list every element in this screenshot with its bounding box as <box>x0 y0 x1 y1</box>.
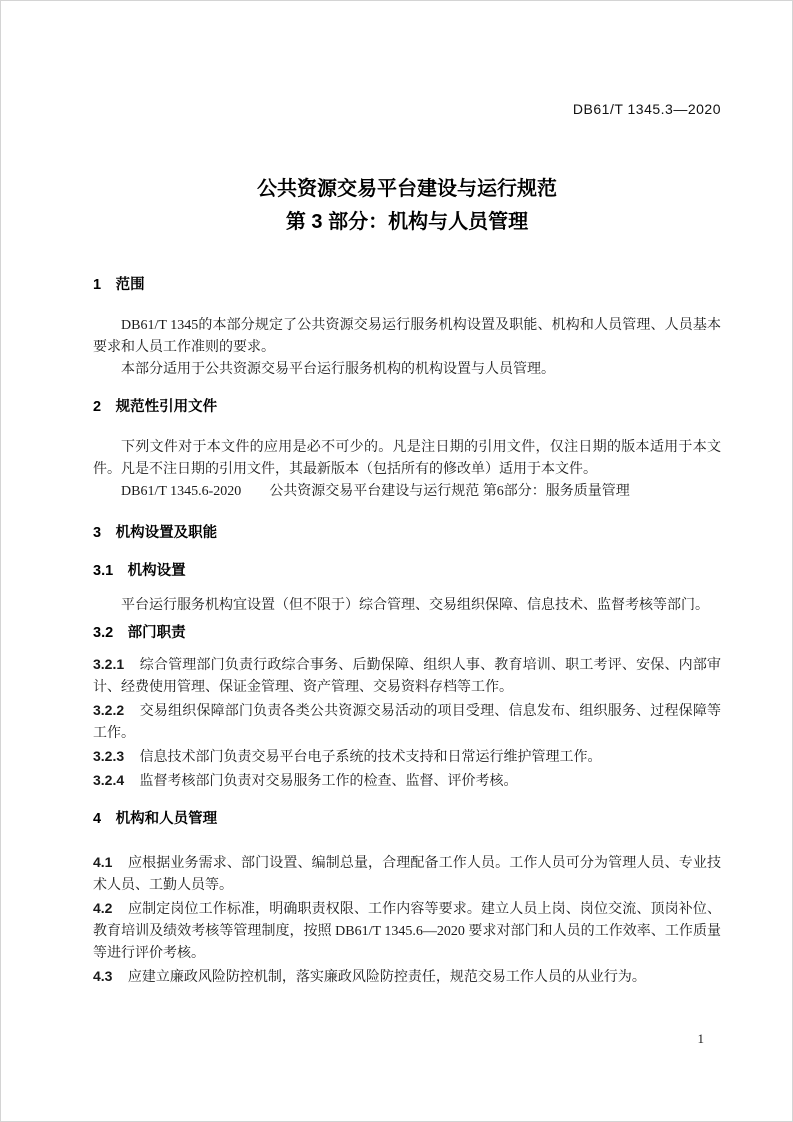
section-number: 3.2 <box>93 625 114 641</box>
section-title: 机构和人员管理 <box>115 811 218 827</box>
section-title: 机构设置 <box>127 563 186 579</box>
clause-4-1 <box>93 851 721 897</box>
clause-number: 3.2.2 <box>93 702 125 718</box>
section-title: 部门职责 <box>127 625 186 641</box>
section-4-heading <box>93 811 721 827</box>
clause-number: 3.2.3 <box>93 748 125 764</box>
clause-text: 综合管理部门负责行政综合事务、后勤保障、组织人事、教育培训、职工考评、安保、内部审计、经费使用管理、保证金管理、资产管理、交易资料存档等工作。 <box>93 658 721 695</box>
section-3-1-heading <box>93 563 721 579</box>
clause-4-3 <box>93 965 721 989</box>
reference-title: 公共资源交易平台建设与运行规范 第6部分：服务质量管理 <box>269 484 630 499</box>
clause-number: 4.1 <box>93 854 113 870</box>
section-3-2-heading <box>93 625 721 641</box>
clause-text: 应根据业务需求、部门设置、编制总量，合理配备工作人员。工作人员可分为管理人员、专业技术人员、工勤人员等。 <box>93 856 721 893</box>
clause-3-2-4 <box>93 769 721 793</box>
clause-3-2-2 <box>93 699 721 745</box>
section-title: 规范性引用文件 <box>115 399 218 415</box>
section-3-1-paragraph-1: 平台运行服务机构宜设置（但不限于）综合管理、交易组织保障、信息技术、监督考核等部门。 <box>121 598 709 613</box>
clause-number: 4.3 <box>93 968 113 984</box>
clause-number: 4.2 <box>93 900 113 916</box>
document-title-line1: 公共资源交易平台建设与运行规范 <box>257 178 557 200</box>
normative-reference <box>93 481 721 503</box>
clause-text: 交易组织保障部门负责各类公共资源交易活动的项目受理、信息发布、组织服务、过程保障等工作。 <box>93 704 721 741</box>
section-number: 3 <box>93 525 102 541</box>
clause-text: 监督考核部门负责对交易服务工作的检查、监督、评价考核。 <box>139 774 518 789</box>
section-2-heading <box>93 399 721 415</box>
clause-text: 信息技术部门负责交易平台电子系统的技术支持和日常运行维护管理工作。 <box>139 750 602 765</box>
section-3-heading <box>93 525 721 541</box>
clause-3-2-1 <box>93 653 721 699</box>
section-2-paragraph-1: 下列文件对于本文件的应用是必不可少的。凡是注日期的引用文件，仅注日期的版本适用于本文件。凡是不注日期的引用文件，其最新版本（包括所有的修改单）适用于本文件。 <box>93 440 721 477</box>
document-title-line2: 第 3 部分：机构与人员管理 <box>285 211 529 233</box>
clause-text: 应建立廉政风险防控机制，落实廉政风险防控责任，规范交易工作人员的从业行为。 <box>127 970 646 985</box>
section-number: 4 <box>93 811 102 827</box>
page-number: 1 <box>697 1031 704 1046</box>
document-title <box>93 173 721 239</box>
section-number: 2 <box>93 399 102 415</box>
section-1-paragraph-2: 本部分适用于公共资源交易平台运行服务机构的机构设置与人员管理。 <box>121 362 555 377</box>
document-code: DB61/T 1345.3—2020 <box>572 101 721 117</box>
section-title: 机构设置及职能 <box>115 525 218 541</box>
section-title: 范围 <box>115 277 145 293</box>
page-content <box>93 1 721 989</box>
section-1-paragraph-1: DB61/T 1345的本部分规定了公共资源交易运行服务机构设置及职能、机构和人员管理、人员基本要求和人员工作准则的要求。 <box>93 318 721 355</box>
section-number: 3.1 <box>93 563 114 579</box>
clause-number: 3.2.1 <box>93 656 125 672</box>
reference-code: DB61/T 1345.6-2020 <box>121 484 242 499</box>
section-1-heading <box>93 277 721 293</box>
clause-3-2-3 <box>93 745 721 769</box>
section-number: 1 <box>93 277 102 293</box>
clause-4-2 <box>93 897 721 965</box>
clause-number: 3.2.4 <box>93 772 125 788</box>
clause-text: 应制定岗位工作标准，明确职责权限、工作内容等要求。建立人员上岗、岗位交流、顶岗补位、教育培训及绩效考核等管理制度，按照 DB61/T 1345.6—2020 要求对部门和人员的工作效率、工作质量等进行评价考核。 <box>93 902 721 961</box>
